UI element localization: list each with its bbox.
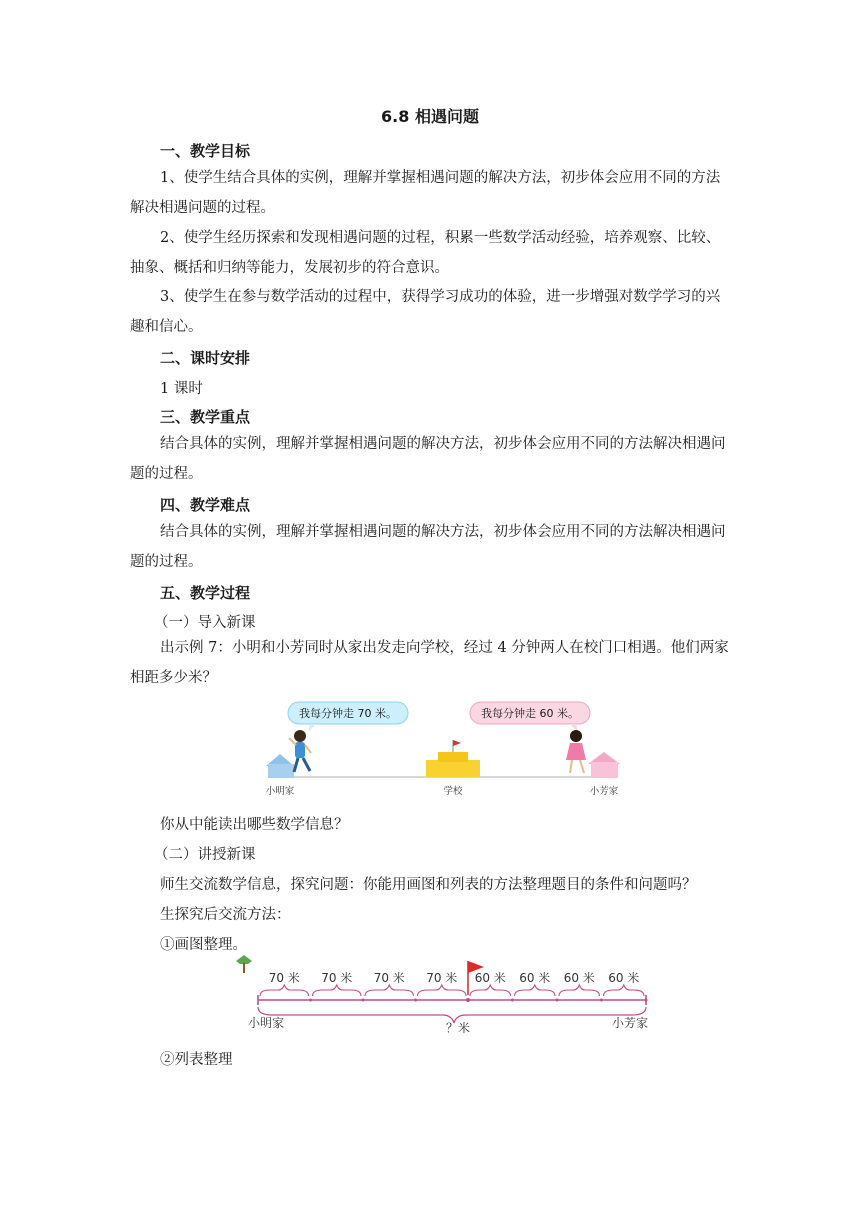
segment-brace bbox=[604, 985, 645, 996]
segment-label: 60 米 bbox=[519, 971, 551, 985]
difficulties-text: 结合具体的实例，理解并掌握相遇问题的解决方法，初步体会应用不同的方法解决相遇问题的过程。 bbox=[130, 524, 726, 570]
bubble-right-text: 我每分钟走 60 米。 bbox=[481, 707, 579, 720]
heading-difficulties: 四、教学难点 bbox=[160, 496, 251, 514]
bubble-left-text: 我每分钟走 70 米。 bbox=[299, 707, 397, 720]
page-title: 6.8 相遇问题 bbox=[381, 107, 479, 126]
tree-icon bbox=[236, 955, 252, 973]
segment-point bbox=[556, 999, 559, 1002]
label-school: 学校 bbox=[443, 786, 463, 797]
exchange-text: 师生交流数学信息，探究问题：你能用画图和列表的方法整理题目的条件和问题吗？ bbox=[160, 877, 697, 893]
segment-point bbox=[467, 999, 470, 1002]
label-xiaoming-home: 小明家 bbox=[265, 786, 295, 797]
segment-label: 70 米 bbox=[373, 971, 405, 985]
school-icon bbox=[426, 740, 480, 777]
segment-brace bbox=[470, 985, 511, 996]
heading-key-points: 三、教学重点 bbox=[160, 408, 251, 426]
left-house-icon bbox=[266, 754, 294, 778]
segment-point bbox=[362, 999, 365, 1002]
diagram-label-xiaofang-home: 小芳家 bbox=[612, 1016, 649, 1030]
segment-brace bbox=[515, 985, 556, 996]
right-house-icon bbox=[588, 752, 620, 778]
goal-3: 3、使学生在参与数学活动的过程中，获得学习成功的体验，进一步增强对数学学习的兴趣和信心。 bbox=[130, 289, 721, 335]
label-xiaofang-home: 小芳家 bbox=[589, 786, 619, 797]
question-text: 你从中能读出哪些数学信息？ bbox=[160, 817, 349, 833]
segment-label: 70 米 bbox=[268, 971, 300, 985]
heading-process: 五、教学过程 bbox=[160, 584, 251, 602]
segment-brace bbox=[559, 985, 600, 996]
schedule-text: 1 课时 bbox=[160, 381, 203, 397]
line-diagram bbox=[232, 955, 660, 1035]
method-2-text: ②列表整理 bbox=[160, 1052, 233, 1068]
segment-brace bbox=[418, 985, 467, 996]
explore-text: 生探究后交流方法： bbox=[160, 907, 291, 923]
heading-schedule: 二、课时安排 bbox=[160, 349, 251, 367]
segment-point bbox=[600, 999, 603, 1002]
segment-brace bbox=[313, 985, 362, 996]
heading-teaching-goals: 一、教学目标 bbox=[160, 142, 251, 160]
goal-2: 2、使学生经历探索和发现相遇问题的过程，积累一些数学活动经验，培养观察、比较、抽象、概括和归纳等能力，发展初步的符合意识。 bbox=[130, 230, 721, 276]
illustration-walking bbox=[258, 698, 628, 800]
subheading-intro: （一）导入新课 bbox=[154, 615, 256, 631]
segment-point bbox=[511, 999, 514, 1002]
segment-point bbox=[645, 999, 648, 1002]
subheading-new-lesson: （二）讲授新课 bbox=[154, 847, 256, 863]
segment-label: 60 米 bbox=[563, 971, 595, 985]
segment-brace bbox=[260, 985, 309, 996]
key-points-text: 结合具体的实例，理解并掌握相遇问题的解决方法，初步体会应用不同的方法解决相遇问题的过程。 bbox=[130, 436, 726, 482]
segment-brace bbox=[365, 985, 414, 996]
diagram-label-xiaoming-home: 小明家 bbox=[248, 1016, 285, 1030]
segment-point bbox=[309, 999, 312, 1002]
goal-1: 1、使学生结合具体的实例，理解并掌握相遇问题的解决方法，初步体会应用不同的方法解决相遇问题的过程。 bbox=[130, 170, 721, 216]
segment-label: 70 米 bbox=[426, 971, 458, 985]
method-1-text: ①画图整理。 bbox=[160, 937, 247, 953]
girl-figure-icon bbox=[566, 730, 586, 773]
segment-label: 60 米 bbox=[474, 971, 506, 985]
segment-label: 70 米 bbox=[321, 971, 353, 985]
segment-label: 60 米 bbox=[608, 971, 640, 985]
example-text: 出示例 7：小明和小芳同时从家出发走向学校，经过 4 分钟两人在校门口相遇。他们两家相距多少米？ bbox=[130, 640, 729, 686]
segment-point bbox=[414, 999, 417, 1002]
diagram-total-label: ？米 bbox=[446, 1021, 471, 1035]
